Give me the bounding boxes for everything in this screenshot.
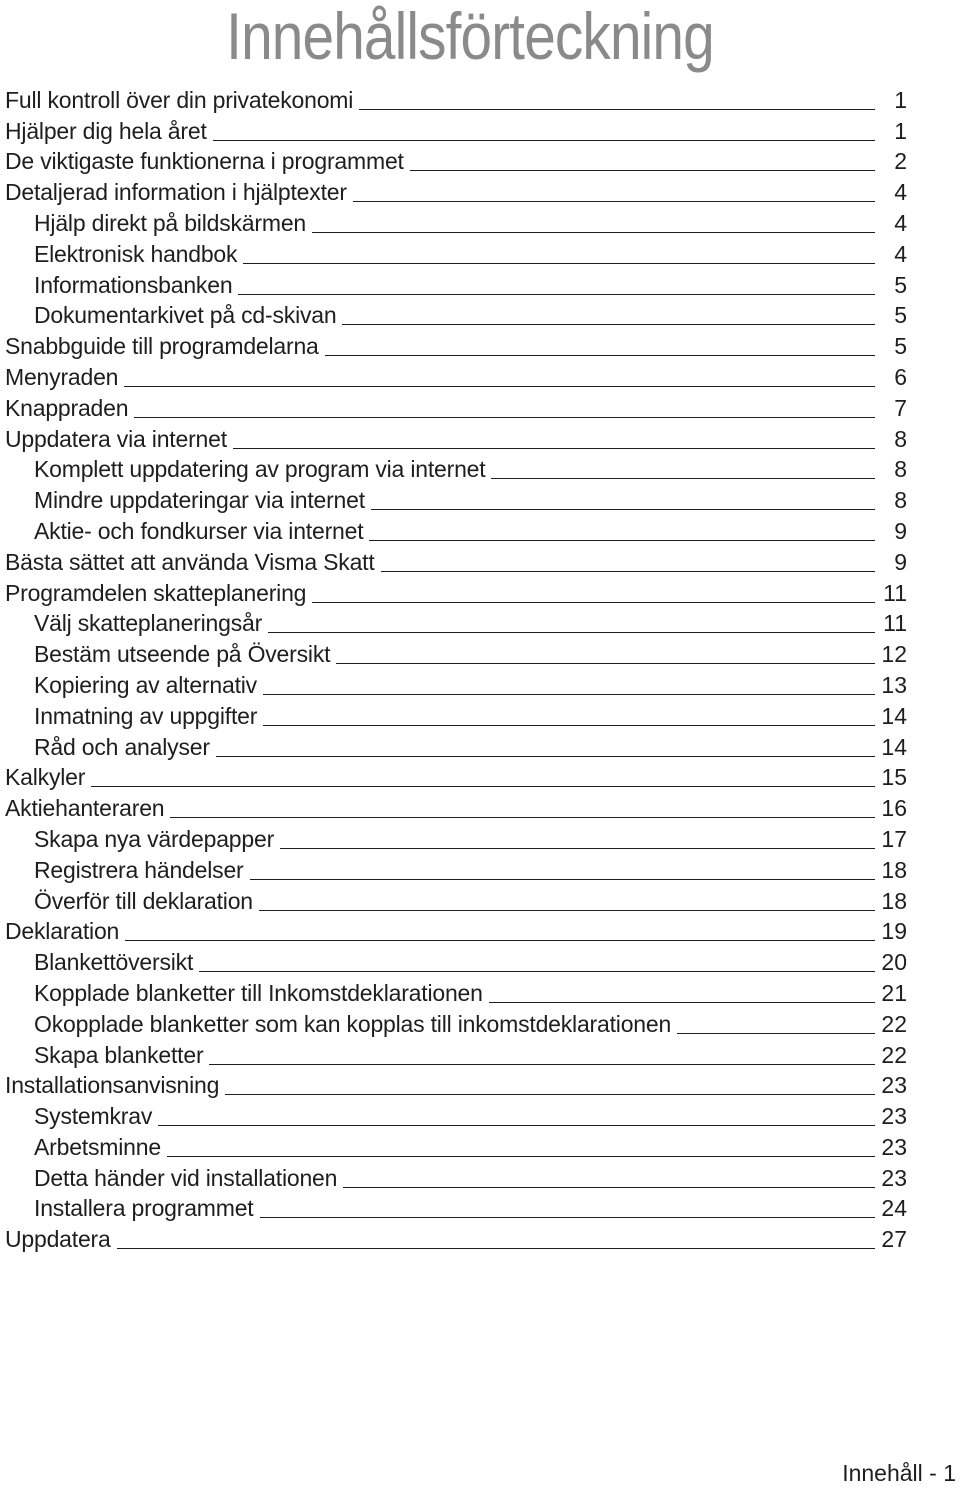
- toc-entry-page-number: 14: [881, 733, 907, 760]
- toc-leader-line: [233, 448, 875, 449]
- toc-entry[interactable]: [5, 176, 907, 207]
- toc-entry[interactable]: [5, 946, 907, 977]
- toc-entry-page-number: 12: [881, 641, 907, 668]
- toc-entry[interactable]: [5, 84, 907, 115]
- toc-entry-page-number: 4: [894, 209, 907, 236]
- toc-entry[interactable]: [5, 1223, 907, 1254]
- toc-entry[interactable]: [5, 762, 907, 793]
- toc-leader-line: [489, 1002, 875, 1003]
- toc-entry-label: De viktigaste funktionerna i programmet: [5, 148, 404, 175]
- toc-entry-page-number: 23: [881, 1103, 907, 1130]
- toc-leader-line: [359, 109, 875, 110]
- toc-entry-label: Råd och analyser: [34, 733, 210, 760]
- toc-leader-line: [371, 509, 875, 510]
- toc-entry-page-number: 22: [881, 1041, 907, 1068]
- toc-entry[interactable]: [5, 1100, 907, 1131]
- toc-leader-line: [125, 940, 875, 941]
- toc-entry[interactable]: [5, 546, 907, 577]
- toc-entry-label: Välj skatteplaneringsår: [34, 610, 263, 637]
- toc-entry[interactable]: [5, 577, 907, 608]
- toc-entry-page-number: 7: [894, 394, 907, 421]
- toc-leader-line: [353, 201, 875, 202]
- toc-entry-page-number: 9: [894, 517, 907, 544]
- toc-entry-label: Aktie- och fondkurser via internet: [34, 517, 364, 544]
- toc-entry-label: Bestäm utseende på Översikt: [34, 641, 331, 668]
- toc-leader-line: [134, 417, 875, 418]
- toc-entry[interactable]: [5, 392, 907, 423]
- toc-entry[interactable]: [5, 1193, 907, 1224]
- toc-entry[interactable]: [5, 608, 907, 639]
- toc-entry-label: Informationsbanken: [34, 271, 233, 298]
- toc-leader-line: [117, 1248, 875, 1249]
- toc-entry[interactable]: [5, 700, 907, 731]
- toc-entry[interactable]: [5, 1070, 907, 1101]
- toc-entry[interactable]: [5, 669, 907, 700]
- toc-entry-label: Uppdatera via internet: [5, 425, 227, 452]
- toc-entry-page-number: 5: [894, 271, 907, 298]
- toc-leader-line: [369, 540, 875, 541]
- page-footer: Innehåll - 1: [842, 1460, 956, 1486]
- toc-leader-line: [250, 879, 875, 880]
- toc-entry-label: Uppdatera: [5, 1226, 111, 1253]
- toc-entry[interactable]: [5, 1162, 907, 1193]
- toc-leader-line: [268, 632, 875, 633]
- toc-entry-label: Okopplade blanketter som kan kopplas till inkomstdeklarationen: [34, 1010, 672, 1037]
- toc-entry[interactable]: [5, 638, 907, 669]
- toc-entry-label: Kalkyler: [5, 764, 86, 791]
- toc-entry-page-number: 1: [894, 117, 907, 144]
- toc-entry-page-number: 24: [881, 1195, 907, 1222]
- toc-leader-line: [325, 355, 875, 356]
- toc-leader-line: [216, 756, 875, 757]
- toc-leader-line: [259, 910, 875, 911]
- toc-leader-line: [260, 1217, 876, 1218]
- toc-entry-page-number: 21: [881, 979, 907, 1006]
- toc-entry-page-number: 11: [883, 610, 907, 637]
- toc-entry[interactable]: [5, 1131, 907, 1162]
- toc-entry[interactable]: [5, 269, 907, 300]
- toc-entry-label: Kopplade blanketter till Inkomstdeklarationen: [34, 979, 483, 1006]
- toc-leader-line: [312, 602, 875, 603]
- toc-entry-page-number: 4: [894, 240, 907, 267]
- toc-entry-page-number: 15: [881, 764, 907, 791]
- toc-entry[interactable]: [5, 423, 907, 454]
- toc-entry[interactable]: [5, 330, 907, 361]
- toc-leader-line: [225, 1094, 875, 1095]
- toc-entry-page-number: 11: [883, 579, 907, 606]
- toc-entry-page-number: 13: [881, 671, 907, 698]
- toc-entry-label: Detaljerad information i hjälptexter: [5, 179, 347, 206]
- toc-entry[interactable]: [5, 792, 907, 823]
- toc-leader-line: [677, 1033, 875, 1034]
- toc-entry-page-number: 8: [894, 487, 907, 514]
- toc-entry-label: Bästa sättet att använda Visma Skatt: [5, 548, 375, 575]
- toc-entry-label: Skapa blanketter: [34, 1041, 204, 1068]
- toc-entry-page-number: 14: [881, 702, 907, 729]
- toc-entry-page-number: 18: [881, 887, 907, 914]
- toc-entry-label: Skapa nya värdepapper: [34, 825, 275, 852]
- toc-entry-label: Hjälp direkt på bildskärmen: [34, 209, 307, 236]
- toc-entry[interactable]: [5, 1008, 907, 1039]
- toc-leader-line: [167, 1156, 875, 1157]
- toc-entry-label: Systemkrav: [34, 1103, 153, 1130]
- toc-entry[interactable]: [5, 484, 907, 515]
- toc-entry-page-number: 8: [894, 425, 907, 452]
- toc-leader-line: [199, 971, 875, 972]
- toc-entry-page-number: 9: [894, 548, 907, 575]
- toc-leader-line: [381, 571, 875, 572]
- toc-entry-page-number: 5: [894, 333, 907, 360]
- toc-entry-label: Blankettöversikt: [34, 949, 194, 976]
- toc-leader-line: [336, 663, 875, 664]
- toc-entry[interactable]: [5, 361, 907, 392]
- toc-entry-page-number: 6: [894, 363, 907, 390]
- toc-leader-line: [410, 170, 875, 171]
- toc-entry-label: Installera programmet: [34, 1195, 254, 1222]
- toc-entry-label: Snabbguide till programdelarna: [5, 333, 319, 360]
- toc-entry-page-number: 27: [881, 1226, 907, 1253]
- toc-entry[interactable]: [5, 731, 907, 762]
- toc-entry-page-number: 2: [894, 148, 907, 175]
- toc-leader-line: [312, 232, 875, 233]
- toc-entry[interactable]: [5, 300, 907, 331]
- toc-entry-label: Överför till deklaration: [34, 887, 253, 914]
- toc-entry-label: Kopiering av alternativ: [34, 671, 257, 698]
- toc-entry[interactable]: [5, 115, 907, 146]
- toc-leader-line: [91, 786, 875, 787]
- toc-entry-page-number: 5: [894, 302, 907, 329]
- toc-entry-page-number: 16: [881, 795, 907, 822]
- toc-leader-line: [343, 1187, 875, 1188]
- toc-entry-label: Arbetsminne: [34, 1133, 161, 1160]
- toc-entry-page-number: 4: [894, 179, 907, 206]
- table-of-contents: [5, 84, 907, 1254]
- toc-entry-label: Komplett uppdatering av program via internet: [34, 456, 486, 483]
- toc-entry-page-number: 20: [881, 949, 907, 976]
- toc-entry[interactable]: [5, 854, 907, 885]
- toc-entry-label: Mindre uppdateringar via internet: [34, 487, 365, 514]
- toc-entry[interactable]: [5, 238, 907, 269]
- toc-entry-label: Dokumentarkivet på cd-skivan: [34, 302, 337, 329]
- page-title: Innehållsförteckning: [226, 0, 714, 73]
- toc-leader-line: [263, 694, 875, 695]
- toc-entry-page-number: 19: [881, 918, 907, 945]
- toc-entry-label: Elektronisk handbok: [34, 240, 238, 267]
- toc-entry-page-number: 23: [881, 1072, 907, 1099]
- toc-entry-label: Detta händer vid installationen: [34, 1164, 338, 1191]
- toc-entry[interactable]: [5, 977, 907, 1008]
- toc-entry-label: Full kontroll över din privatekonomi: [5, 86, 354, 113]
- toc-entry-page-number: 18: [881, 856, 907, 883]
- toc-entry[interactable]: [5, 146, 907, 177]
- toc-leader-line: [170, 817, 875, 818]
- toc-leader-line: [213, 140, 875, 141]
- toc-leader-line: [158, 1125, 875, 1126]
- toc-entry[interactable]: [5, 823, 907, 854]
- toc-entry-label: Inmatning av uppgifter: [34, 702, 258, 729]
- toc-entry[interactable]: [5, 885, 907, 916]
- toc-entry[interactable]: [5, 916, 907, 947]
- toc-leader-line: [263, 725, 875, 726]
- toc-leader-line: [342, 324, 875, 325]
- toc-entry-page-number: 22: [881, 1010, 907, 1037]
- toc-entry-label: Hjälper dig hela året: [5, 117, 207, 144]
- toc-entry[interactable]: [5, 454, 907, 485]
- toc-entry-page-number: 8: [894, 456, 907, 483]
- toc-entry[interactable]: [5, 207, 907, 238]
- toc-entry[interactable]: [5, 515, 907, 546]
- toc-entry-page-number: 23: [881, 1164, 907, 1191]
- toc-entry-label: Registrera händelser: [34, 856, 244, 883]
- toc-leader-line: [238, 294, 875, 295]
- toc-entry-label: Programdelen skatteplanering: [5, 579, 307, 606]
- toc-entry-label: Installationsanvisning: [5, 1072, 220, 1099]
- toc-leader-line: [124, 386, 875, 387]
- toc-leader-line: [491, 478, 875, 479]
- toc-entry-label: Deklaration: [5, 918, 120, 945]
- toc-entry-page-number: 1: [894, 86, 907, 113]
- toc-leader-line: [243, 263, 875, 264]
- toc-leader-line: [280, 848, 875, 849]
- toc-leader-line: [209, 1064, 875, 1065]
- toc-entry-label: Aktiehanteraren: [5, 795, 165, 822]
- toc-entry[interactable]: [5, 1039, 907, 1070]
- toc-entry-label: Knappraden: [5, 394, 129, 421]
- toc-entry-page-number: 17: [881, 825, 907, 852]
- toc-entry-page-number: 23: [881, 1133, 907, 1160]
- toc-entry-label: Menyraden: [5, 363, 119, 390]
